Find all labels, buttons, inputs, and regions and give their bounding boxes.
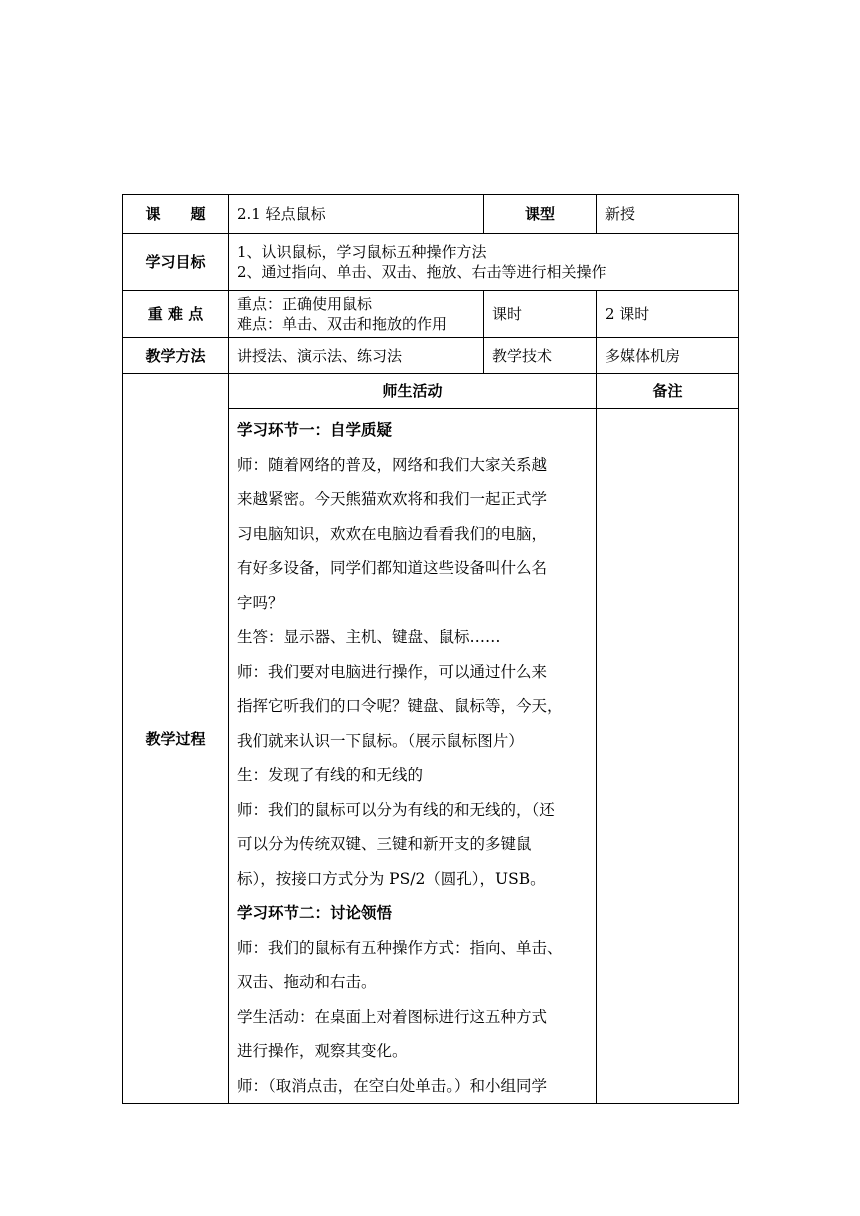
row-objectives: [123, 234, 739, 291]
activity-line: 来越紧密。今天熊猫欢欢将和我们一起正式学: [237, 490, 548, 508]
activity-lines: [237, 413, 588, 1103]
activity-line: 可以分为传统双键、三键和新开支的多键鼠: [237, 835, 532, 853]
hours-value: 2 课时: [597, 291, 739, 338]
lesson-plan-table: [122, 194, 739, 1104]
activity-line: 有好多设备，同学们都知道这些设备叫什么名: [237, 559, 548, 577]
activity-line: 师：我们要对电脑进行操作，可以通过什么来: [237, 662, 548, 681]
activity-line: 师：（取消点击，在空白处单击。）和小组同学: [237, 1076, 548, 1095]
activity-line: 习电脑知识，欢欢在电脑边看看我们的电脑，: [237, 524, 548, 543]
objective-line-2: 2、通过指向、单击、双击、拖放、右击等进行相关操作: [237, 263, 607, 281]
activity-line: 字吗？: [237, 593, 284, 612]
row-topic: [123, 195, 739, 234]
activity-line: 师：随着网络的普及，网络和我们大家关系越: [237, 455, 548, 474]
activity-line: 指挥它听我们的口令呢？键盘、鼠标等，今天，: [237, 697, 563, 715]
objective-line-1: 1、认识鼠标，学习鼠标五种操作方法: [237, 243, 487, 261]
notes-column-header: 备注: [597, 374, 739, 409]
key-points-label: 重 难 点: [123, 291, 229, 338]
objectives-value: [229, 234, 739, 291]
row-key-points: [123, 291, 739, 338]
activity-line: 双击、拖动和右击。: [237, 973, 377, 991]
section-heading: 学习环节二：讨论领悟: [237, 904, 393, 922]
key-points-value: [229, 291, 484, 338]
lesson-type-label: 课型: [484, 195, 597, 234]
activity-line: 标），按接口方式分为 PS/2（圆孔），USB。: [237, 869, 546, 888]
hours-label: 课时: [484, 291, 597, 338]
activity-line: 师：我们的鼠标有五种操作方式：指向、单击、: [237, 938, 563, 957]
activity-line: 生答：显示器、主机、键盘、鼠标……: [237, 628, 501, 646]
method-label: 教学方法: [123, 338, 229, 374]
lesson-type-value: 新授: [597, 195, 739, 234]
topic-value: 2.1 轻点鼠标: [229, 195, 484, 234]
process-label: 教学过程: [123, 374, 229, 1104]
row-method: [123, 338, 739, 374]
activity-line: 学生活动：在桌面上对着图标进行这五种方式: [237, 1007, 548, 1026]
topic-label: 课 题: [123, 195, 229, 234]
row-process-header: [123, 374, 739, 409]
activity-line: 进行操作，观察其变化。: [237, 1042, 408, 1060]
tech-label: 教学技术: [484, 338, 597, 374]
key-point-line-1: 重点：正确使用鼠标: [237, 295, 373, 313]
objectives-label: 学习目标: [123, 234, 229, 291]
method-value: 讲授法、演示法、练习法: [229, 338, 484, 374]
activity-line: 师：我们的鼠标可以分为有线的和无线的，（还: [237, 800, 555, 819]
activity-content: [229, 409, 597, 1104]
activity-column-header: 师生活动: [229, 374, 597, 409]
section-heading: 学习环节一：自学质疑: [237, 421, 393, 439]
activity-line: 生：发现了有线的和无线的: [237, 766, 424, 784]
notes-content: [597, 409, 739, 1104]
tech-value: 多媒体机房: [597, 338, 739, 374]
key-point-line-2: 难点：单击、双击和拖放的作用: [237, 315, 448, 333]
activity-line: 我们就来认识一下鼠标。（展示鼠标图片）: [237, 731, 524, 750]
